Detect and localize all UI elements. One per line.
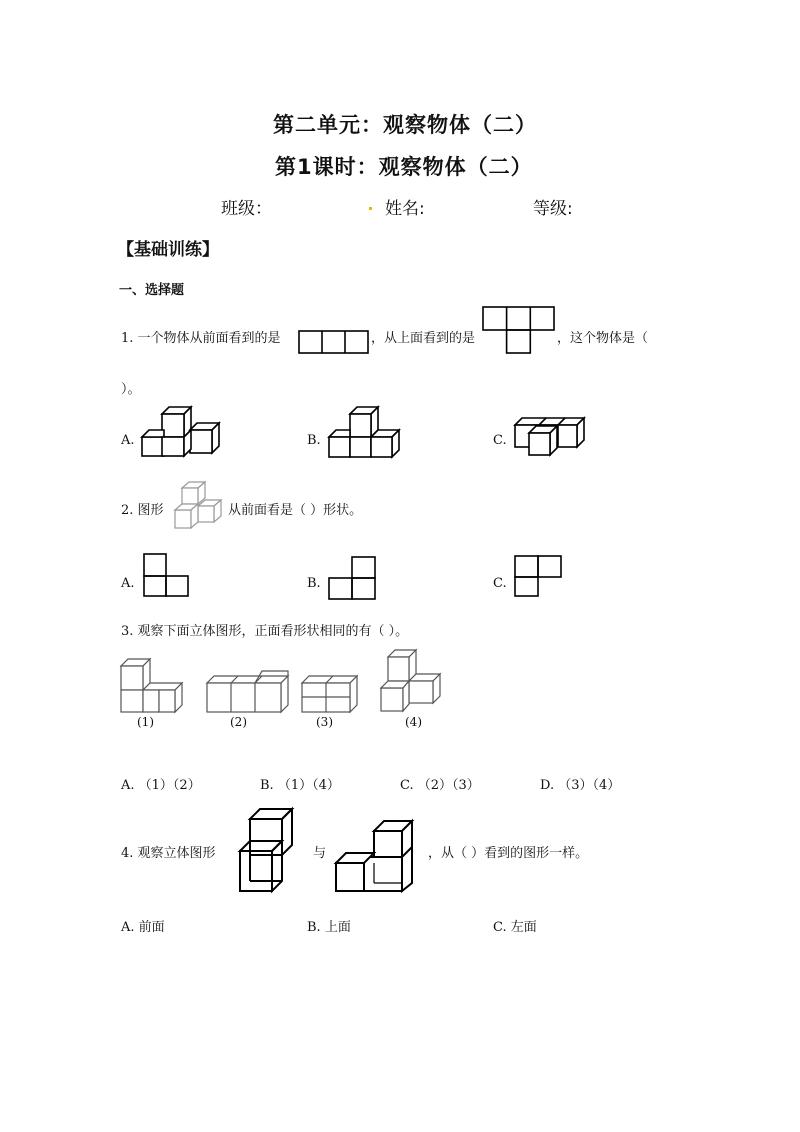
question-1-text-a: 1. 一个物体从前面看到的是 xyxy=(121,331,281,346)
question-1-text-c: ，这个物体是（ xyxy=(557,331,649,346)
q3-figure-2 xyxy=(204,669,294,715)
grade-label: 等级: xyxy=(533,199,573,219)
subsection-title: 一、选择题 xyxy=(119,283,185,298)
q4-option-c[interactable]: C. 左面 xyxy=(493,920,537,935)
question-4-text-b: 与 xyxy=(313,846,327,861)
q4-figure-2 xyxy=(332,817,416,895)
q3-figure-4-label: (4) xyxy=(405,715,422,729)
q2-option-c-figure xyxy=(514,555,564,599)
question-2-text-a: 2. 图形 xyxy=(121,503,164,518)
q1-option-a-figure xyxy=(140,404,222,460)
q2-option-b-label[interactable]: B. xyxy=(307,576,321,591)
q4-option-b[interactable]: B. 上面 xyxy=(307,920,351,935)
question-2-text-b: 从前面看是（ ）形状。 xyxy=(228,503,363,518)
q2-option-c-label[interactable]: C. xyxy=(493,576,507,591)
q1-front-view-figure xyxy=(298,330,370,355)
question-1-text-b: ，从上面看到的是 xyxy=(371,331,476,346)
q3-option-c[interactable]: C. （2）（3） xyxy=(400,778,480,793)
question-3-text: 3. 观察下面立体图形，正面看形状相同的有（ ）。 xyxy=(121,624,409,639)
q3-option-a[interactable]: A. （1）（2） xyxy=(121,778,201,793)
class-label: 班级： xyxy=(221,199,272,219)
question-4-text-c: ，从（ ）看到的图形一样。 xyxy=(428,846,589,861)
q2-option-a-label[interactable]: A. xyxy=(121,576,135,591)
q1-option-c-figure xyxy=(512,416,588,458)
q3-figure-2-label: (2) xyxy=(230,715,247,729)
q2-solid-figure xyxy=(172,480,226,532)
unit-title: 第二单元：观察物体（二） xyxy=(273,113,537,137)
q3-figure-4 xyxy=(378,648,444,714)
q1-option-b-label[interactable]: B. xyxy=(307,433,321,448)
q3-option-b[interactable]: B. （1）（4） xyxy=(260,778,340,793)
decorative-dot xyxy=(369,207,372,210)
q1-top-view-figure xyxy=(482,306,557,356)
q1-option-a-label[interactable]: A. xyxy=(121,433,135,448)
q3-figure-1 xyxy=(118,657,188,715)
q1-option-b-figure xyxy=(326,404,404,460)
q3-option-d[interactable]: D. （3）（4） xyxy=(540,778,621,793)
q3-figure-3-label: (3) xyxy=(316,715,333,729)
name-label: 姓名: xyxy=(385,199,425,219)
q2-option-b-figure xyxy=(328,556,378,602)
q3-figure-1-label: (1) xyxy=(137,715,154,729)
q4-figure-1 xyxy=(236,805,300,895)
q1-option-c-label[interactable]: C. xyxy=(493,433,507,448)
q4-option-a[interactable]: A. 前面 xyxy=(121,920,165,935)
section-title: 【基础训练】 xyxy=(117,240,219,260)
question-1-text-d: ）。 xyxy=(121,382,141,397)
lesson-title: 第1课时：观察物体（二） xyxy=(275,155,533,179)
q3-figure-3 xyxy=(299,669,363,715)
question-4-text-a: 4. 观察立体图形 xyxy=(121,846,216,861)
q2-option-a-figure xyxy=(143,553,191,599)
